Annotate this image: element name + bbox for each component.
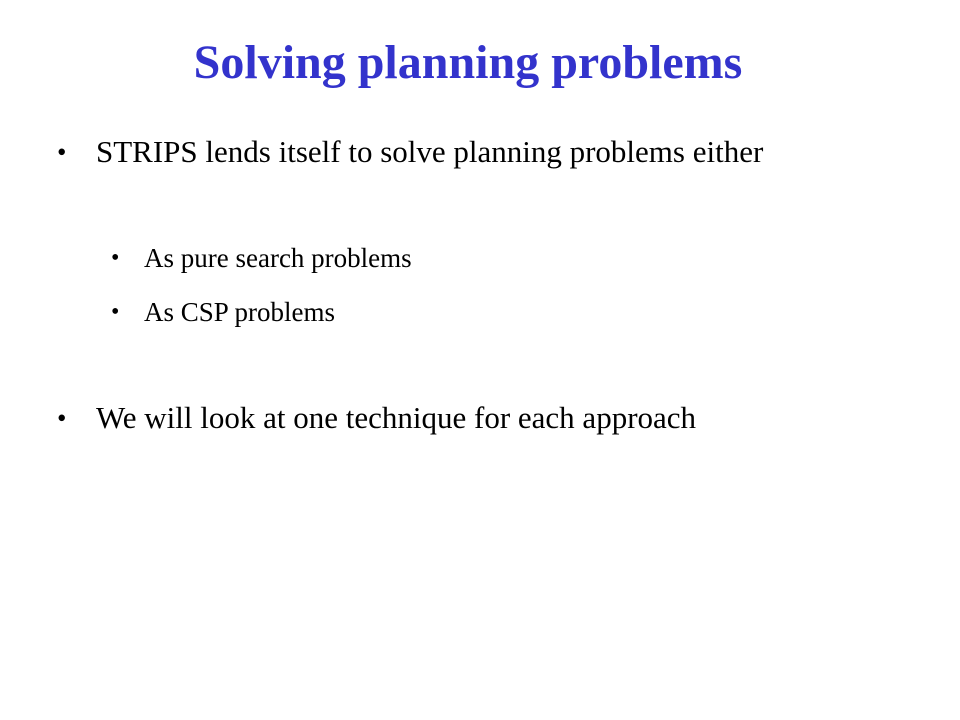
bullet-icon: •: [111, 245, 120, 271]
bullet-icon: •: [111, 299, 120, 325]
sub-bullet-item: [111, 294, 336, 330]
bullet-item: [57, 398, 697, 438]
slide-title: Solving planning problems: [193, 36, 743, 89]
sub-bullet-text: As pure search problems: [144, 243, 412, 273]
sub-bullet-text: As CSP problems: [144, 297, 336, 327]
bullet-icon: •: [57, 403, 67, 433]
bullet-icon: •: [57, 137, 67, 167]
sub-bullet-item: [111, 240, 412, 276]
bullet-item: [57, 132, 764, 172]
bullet-text: We will look at one technique for each approach: [96, 400, 697, 435]
bullet-text: STRIPS lends itself to solve planning problems either: [96, 134, 764, 169]
